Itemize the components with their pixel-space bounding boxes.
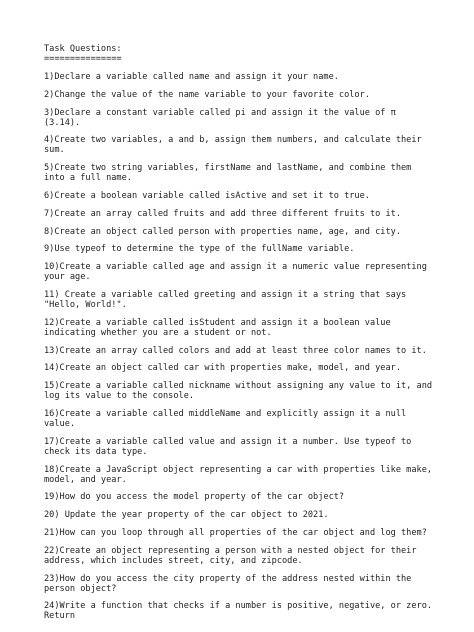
question-20: 20) Update the year property of the car object to 2021. (44, 510, 329, 521)
question-10: 10)Create a variable called age and assign it a numeric value representing your age. (44, 262, 427, 283)
question-5: 5)Create two string variables, firstName and lastName, and combine them into a full name. (44, 163, 412, 184)
question-4: 4)Create two variables, a and b, assign them numbers, and calculate their sum. (44, 135, 422, 156)
question-11: 11) Create a variable called greeting and assign it a string that says "Hello, World!". (44, 289, 407, 310)
question-18: 18)Create a JavaScript object representing a car with properties like make, model, and year. (44, 464, 433, 485)
question-21: 21)How can you loop through all properties of the car object and log them? (44, 527, 427, 538)
question-16: 16)Create a variable called middleName and explicitly assign it a null value. (44, 408, 407, 429)
document-body (44, 44, 436, 629)
question-22: 22)Create an object representing a person with a nested object for their address, which includes street, city, and zipcode. (44, 545, 417, 566)
question-14: 14)Create an object called car with properties make, model, and year. (44, 363, 401, 374)
question-3: 3)Declare a constant variable called pi and assign it the value of π (3.14). (44, 107, 396, 128)
heading-underline: =============== (44, 54, 122, 64)
question-6: 6)Create a boolean variable called isActive and set it to true. (44, 190, 370, 201)
question-8: 8)Create an object called person with properties name, age, and city. (44, 226, 401, 237)
question-12: 12)Create a variable called isStudent and assign it a boolean value indicating whether you are a student or not. (44, 317, 391, 338)
task-questions-heading: Task Questions: (44, 44, 122, 54)
question-23: 23)How do you access the city property of the address nested within the person object? (44, 573, 412, 594)
question-15: 15)Create a variable called nickname without assigning any value to it, and log its value to the console. (44, 381, 433, 402)
question-19: 19)How do you access the model property of the car object? (44, 492, 345, 503)
question-24: 24)Write a function that checks if a number is positive, negative, or zero. Return (44, 601, 433, 622)
question-9: 9)Use typeof to determine the type of the fullName variable. (44, 244, 355, 255)
question-17: 17)Create a variable called value and assign it a number. Use typeof to check its data type. (44, 436, 412, 457)
question-7: 7)Create an array called fruits and add three different fruits to it. (44, 208, 401, 219)
question-13: 13)Create an array called colors and add at least three color names to it. (44, 345, 427, 356)
question-2: 2)Change the value of the name variable to your favorite color. (44, 89, 370, 100)
question-1: 1)Declare a variable called name and assign it your name. (44, 72, 339, 82)
